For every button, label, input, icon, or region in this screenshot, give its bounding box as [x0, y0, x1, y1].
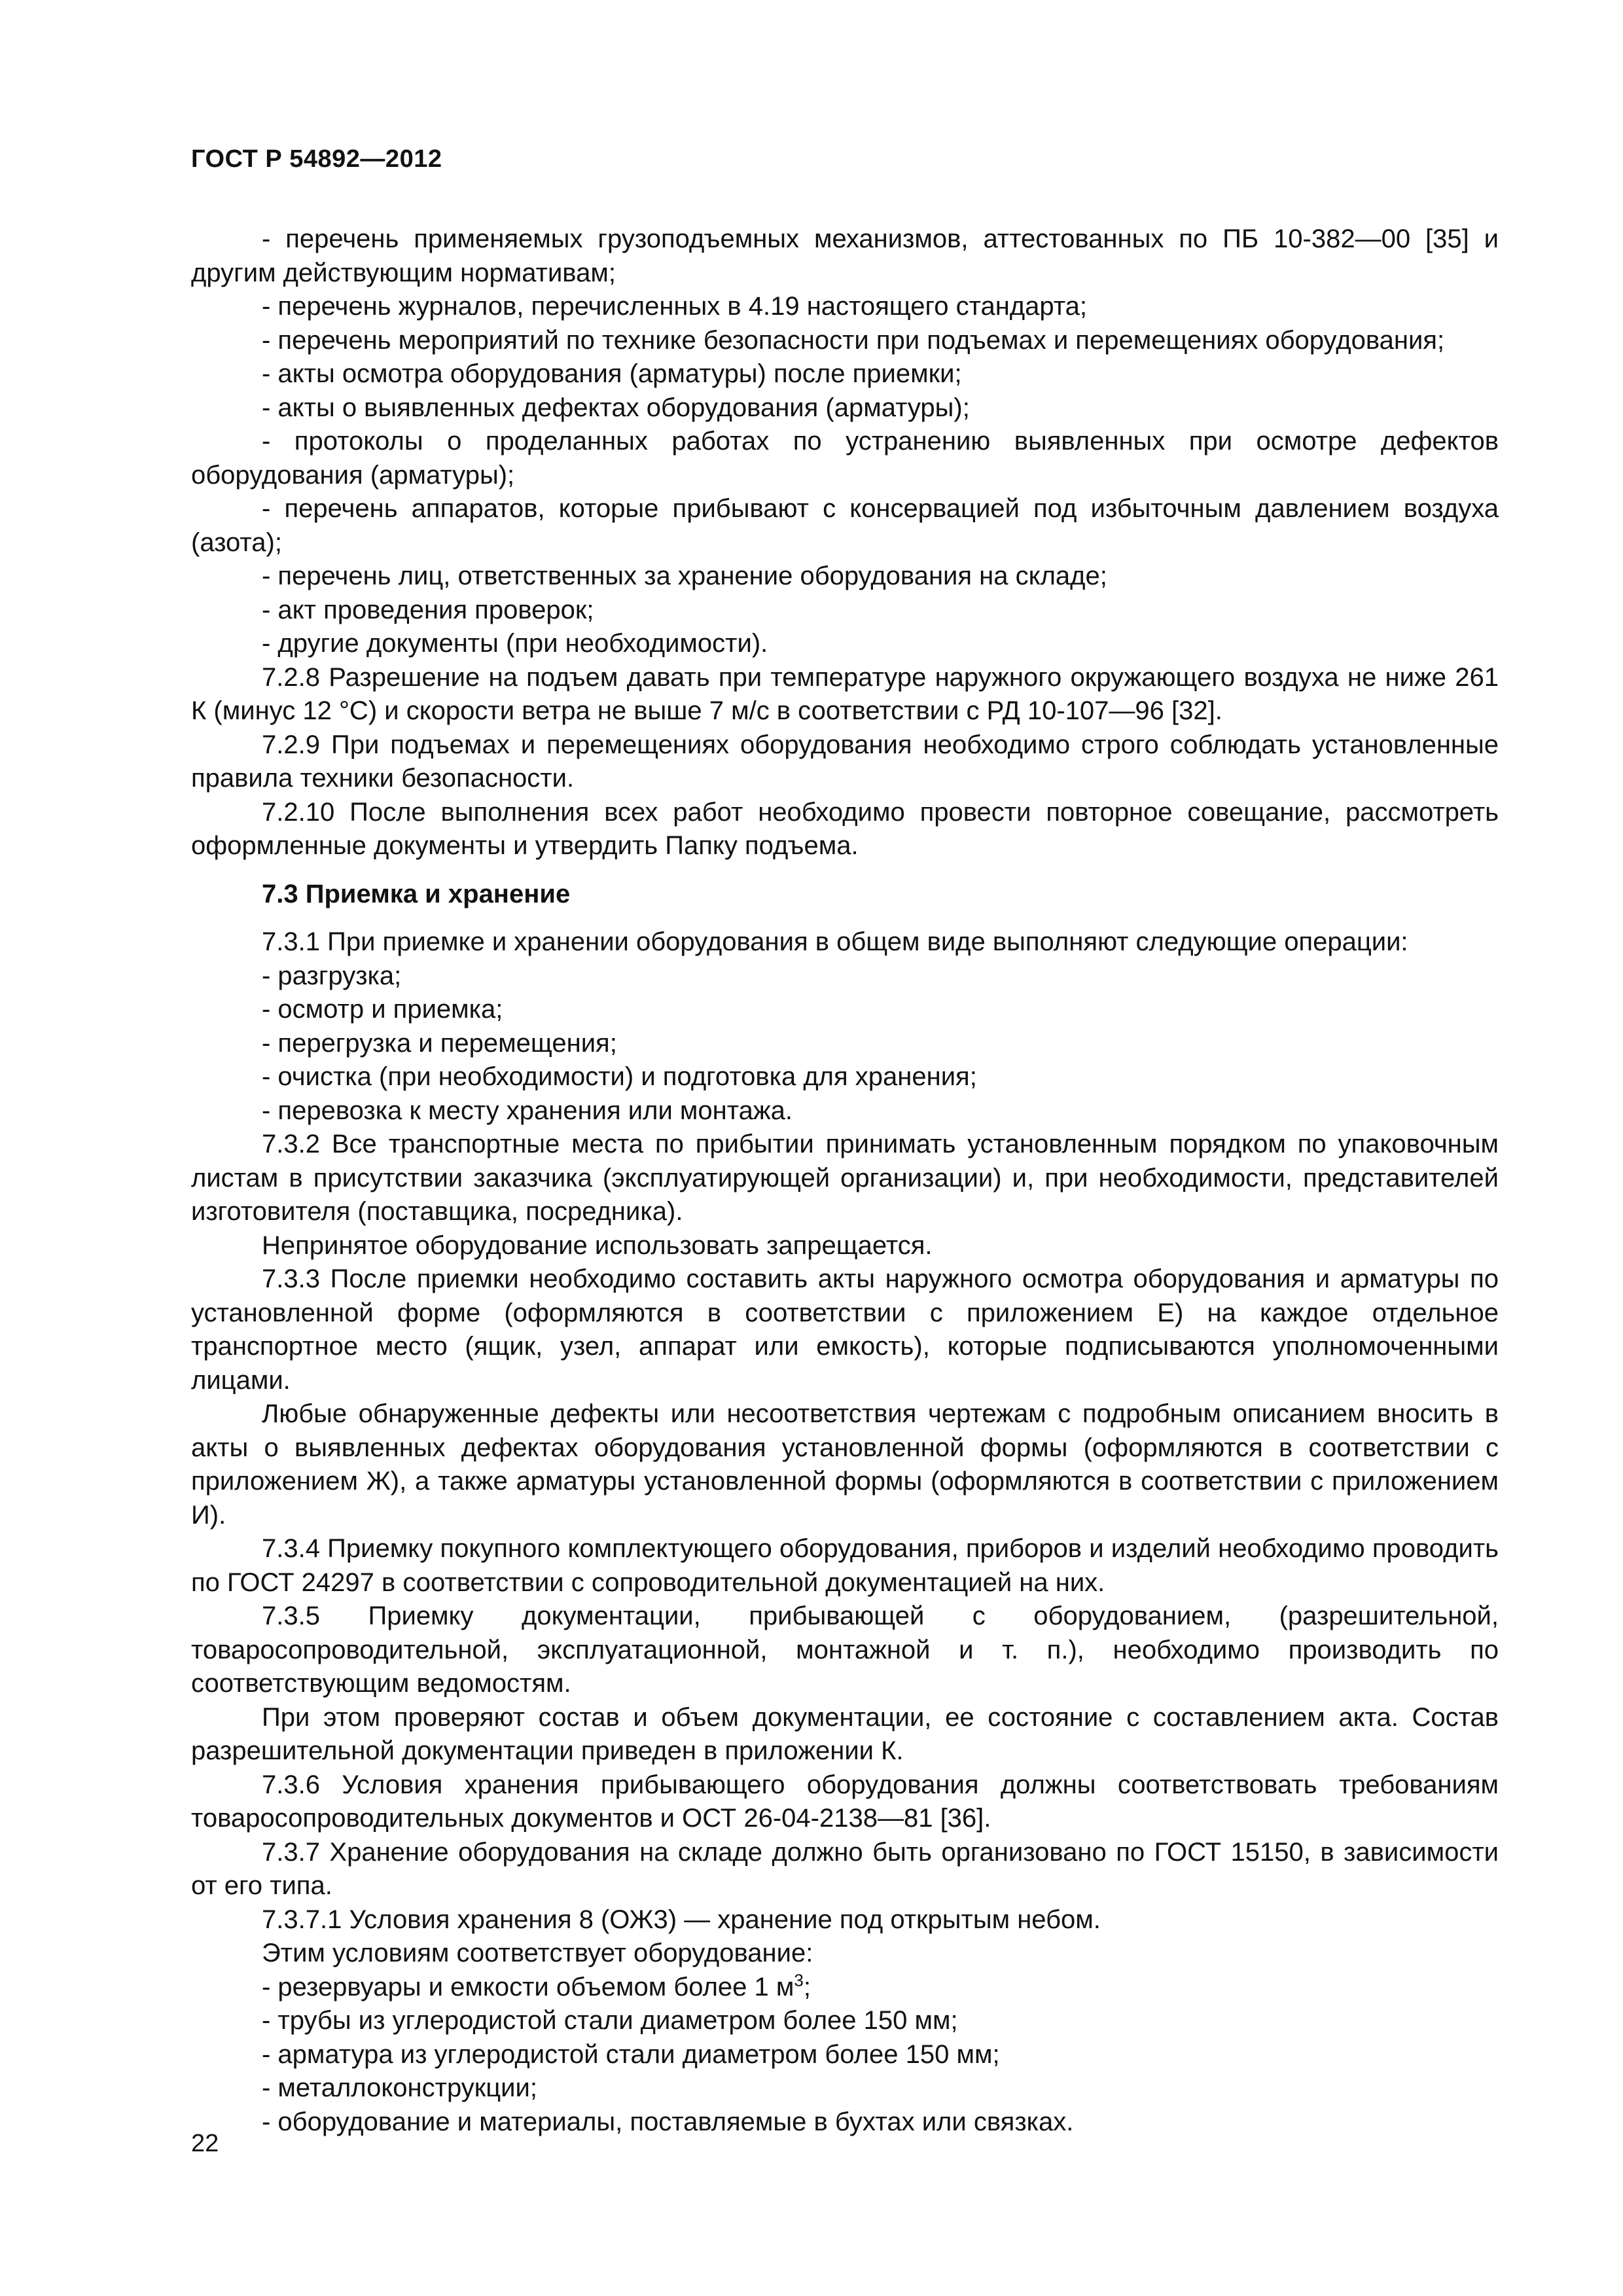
list-item-text: - резервуары и емкости объемом более 1 м [262, 1972, 794, 2001]
page-number: 22 [191, 2130, 219, 2157]
list-item-reservoirs [191, 1971, 1499, 2005]
list-item: - арматура из углеродистой стали диаметром более 150 мм; [262, 2039, 1000, 2069]
paragraph: Любые обнаруженные дефекты или несоответствия чертежам с подробным описанием вносить в акты о выявленных дефектах оборудования установленной формы (оформляются в соответствии с приложением Ж), а также арматуры установленной формы (оформляются в соответствии с приложением И). [191, 1399, 1499, 1530]
document-header: ГОСТ Р 54892—2012 [191, 145, 442, 173]
list-item: - акты о выявленных дефектах оборудования (арматуры); [262, 393, 970, 422]
list-item: - перечень аппаратов, которые прибывают с консервацией под избыточным давлением воздуха (азота); [191, 494, 1499, 557]
list-item: - перечень лиц, ответственных за хранение оборудования на складе; [262, 562, 1107, 590]
list-item: - другие документы (при необходимости). [262, 629, 768, 658]
paragraph: Непринятое оборудование использовать запрещается. [262, 1230, 933, 1260]
paragraph-7-3-7: 7.3.7 Хранение оборудования на складе должно быть организовано по ГОСТ 15150, в зависимости от его типа. [191, 1837, 1499, 1900]
list-item: - акты осмотра оборудования (арматуры) после приемки; [262, 359, 962, 388]
list-item: - перегрузка и перемещения; [262, 1028, 617, 1058]
list-item: - очистка (при необходимости) и подготовка для хранения; [262, 1062, 977, 1091]
list-item: - акт проведения проверок; [262, 595, 594, 624]
paragraph-7-3-7-1: 7.3.7.1 Условия хранения 8 (ОЖ3) — хранение под открытым небом. [262, 1905, 1101, 1934]
paragraph-7-2-10: 7.2.10 После выполнения всех работ необходимо провести повторное совещание, рассмотреть оформленные документы и утвердить Папку подъема. [191, 797, 1499, 860]
list-item: - металлоконструкции; [262, 2073, 537, 2102]
paragraph-7-2-9: 7.2.9 При подъемах и перемещениях оборудования необходимо строго соблюдать установленные правила техники безопасности. [191, 730, 1499, 793]
list-item: - протоколы о проделанных работах по устранению выявленных при осмотре дефектов оборудования (арматуры); [191, 427, 1499, 490]
document-body [191, 223, 1499, 2139]
list-item: - перечень мероприятий по технике безопасности при подъемах и перемещениях оборудования; [262, 325, 1445, 355]
paragraph: Этим условиям соответствует оборудование: [262, 1939, 813, 1967]
list-item-tail: ; [803, 1972, 811, 2001]
paragraph-7-3-2: 7.3.2 Все транспортные места по прибытии принимать установленным порядком по упаковочным листам в присутствии заказчика (эксплуатирующей организации) и, при необходимости, представителей изготовителя (поставщика, посредника). [191, 1130, 1499, 1226]
list-item: - осмотр и приемка; [262, 995, 503, 1024]
paragraph-7-2-8: 7.2.8 Разрешение на подъем давать при температуре наружного окружающего воздуха не ниже 261 К (минус 12 °С) и скорости ветра не выше 7 м/с в соответствии с РД 10-107—96 [32]. [191, 662, 1499, 725]
list-item: - перечень применяемых грузоподъемных механизмов, аттестованных по ПБ 10-382—00 [35] и другим действующим нормативам; [191, 224, 1499, 287]
paragraph-7-3-5: 7.3.5 Приемку документации, прибывающей с оборудованием, (разрешительной, товаросопроводительной, эксплуатационной, монтажной и т. п.), необходимо производить по соответствующим ведомостям. [191, 1602, 1499, 1698]
list-item: - перечень журналов, перечисленных в 4.19 настоящего стандарта; [262, 292, 1087, 321]
list-item: - перевозка к месту хранения или монтажа. [262, 1096, 793, 1125]
list-item: - трубы из углеродистой стали диаметром более 150 мм; [262, 2006, 958, 2035]
paragraph-7-3-3: 7.3.3 После приемки необходимо составить акты наружного осмотра оборудования и арматуры по установленной форме (оформляются в соответствии с приложением Е) на каждое отдельное транспортное место (ящик, узел, аппарат или емкость), которые подписываются уполномоченными лицами. [191, 1265, 1499, 1395]
list-item: - разгрузка; [262, 961, 402, 990]
paragraph-7-3-1: 7.3.1 При приемке и хранении оборудования в общем виде выполняют следующие операции: [262, 927, 1408, 956]
section-heading: 7.3 Приемка и хранение [262, 879, 571, 908]
superscript: 3 [794, 1970, 804, 1990]
list-item: - оборудование и материалы, поставляемые в бухтах или связках. [262, 2107, 1074, 2136]
paragraph-7-3-4: 7.3.4 Приемку покупного комплектующего оборудования, приборов и изделий необходимо проводить по ГОСТ 24297 в соответствии с сопроводительной документацией на них. [191, 1534, 1499, 1597]
paragraph: При этом проверяют состав и объем документации, ее состояние с составлением акта. Состав разрешительной документации приведен в приложении К. [191, 1702, 1499, 1765]
paragraph-7-3-6: 7.3.6 Условия хранения прибывающего оборудования должны соответствовать требованиям товаросопроводительных документов и ОСТ 26-04-2138—81 [36]. [191, 1770, 1499, 1833]
